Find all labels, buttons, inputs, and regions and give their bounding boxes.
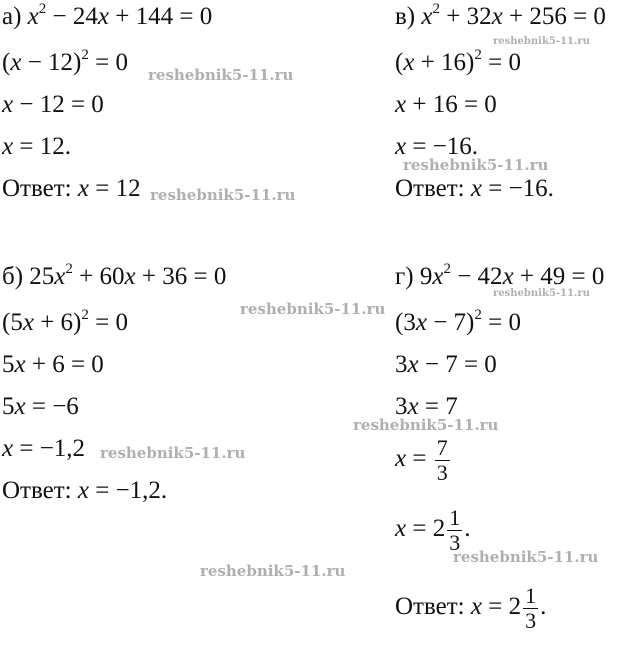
fraction: $\frac{1}{3}$ (525, 583, 537, 633)
problem-v-step-2: x + 16 = 0 (395, 91, 497, 118)
problem-g-step-5: x = 2 $\frac{1}{3}$ . (395, 505, 471, 555)
watermark: reshebnik5-11.ru (148, 66, 294, 84)
watermark: reshebnik5-11.ru (453, 548, 599, 566)
watermark: reshebnik5-11.ru (200, 562, 346, 580)
problem-v-equation: в) $x^2 + 32x + 256 = 0$ (395, 1, 606, 30)
problem-a-step-3: x = 12. (2, 133, 71, 160)
problem-b-step-1: $(5x + 6)^2 = 0$ (2, 307, 128, 336)
watermark: reshebnik5-11.ru (100, 444, 246, 462)
problem-a-equation: а) $x^2 - 24x + 144 = 0$ (2, 1, 213, 30)
problem-a-answer: Ответ: x = 12 (2, 175, 141, 202)
watermark: reshebnik5-11.ru (493, 36, 590, 47)
problem-b-step-3: 5x = −6 (2, 393, 79, 420)
problem-a-step-1: $(x - 12)^2 = 0$ (2, 47, 128, 76)
problem-g-step-4: x = $\frac{7}{3}$ (395, 435, 448, 485)
problem-g-step-3: 3x = 7 (395, 393, 458, 420)
problem-v-step-3: x = −16. (395, 133, 479, 160)
problem-g-step-2: 3x − 7 = 0 (395, 351, 497, 378)
problem-g-step-1: $(3x - 7)^2 = 0$ (395, 307, 521, 336)
fraction: $\frac{1}{3}$ (449, 505, 461, 555)
problem-b-equation: б) $25x^2 + 60x + 36 = 0$ (2, 261, 227, 290)
problem-b-step-2: 5x + 6 = 0 (2, 351, 104, 378)
problem-g-answer: Ответ: x = 2 $\frac{1}{3}$ . (395, 583, 547, 633)
problem-v-answer: Ответ: x = −16. (395, 175, 554, 202)
problem-b-answer: Ответ: x = −1,2. (2, 477, 168, 504)
watermark: reshebnik5-11.ru (403, 156, 549, 174)
fraction: $\frac{7}{3}$ (436, 435, 448, 485)
watermark: reshebnik5-11.ru (353, 416, 499, 434)
watermark: reshebnik5-11.ru (493, 288, 590, 299)
watermark: reshebnik5-11.ru (240, 300, 386, 318)
problem-v-step-1: $(x + 16)^2 = 0$ (395, 47, 521, 76)
problem-g-equation: г) $9x^2 - 42x + 49 = 0$ (395, 261, 605, 290)
problem-b-step-4: x = −1,2 (2, 435, 86, 462)
problem-a-step-2: x − 12 = 0 (2, 91, 104, 118)
watermark: reshebnik5-11.ru (150, 186, 296, 204)
